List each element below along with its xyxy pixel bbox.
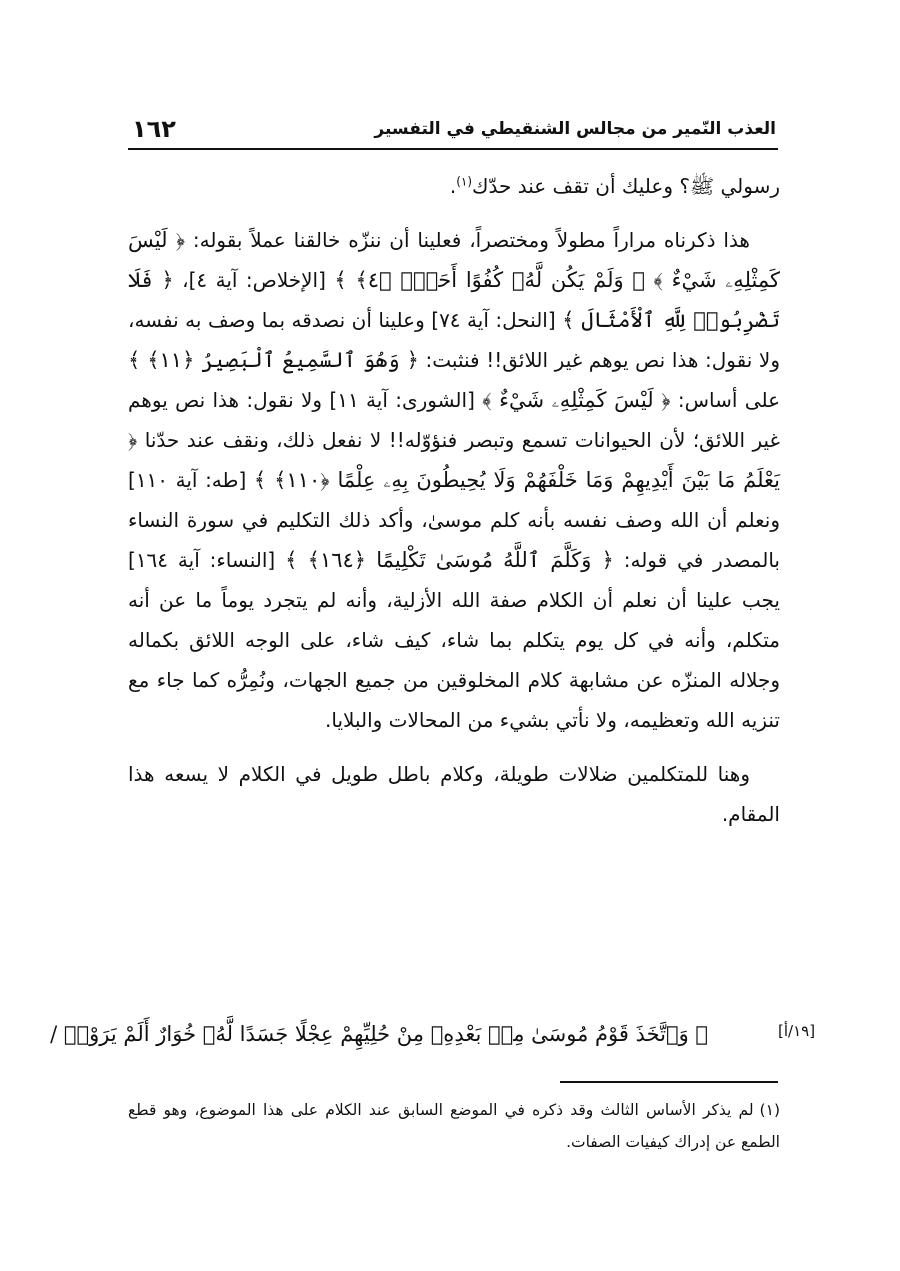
prose-segment: [النساء: آية ١٦٤] يجب علينا أن نعلم أن الكلام صفة الله الأزلية، وأنه لم يتجرد يوماً ما عن أنه متكلم، وأنه في كل يوم يتكلم بما شاء، كيف شاء، على الوجه اللائق بكماله وجلاله المنزّه عن مشابهة كلام المخلوقين من جميع الجهات، ونُمِرُّه كما جاء مع تنزيه الله وتعظيمه، ولا نأتي بشيء من المحالات والبلايا. [128,548,780,732]
paragraph-1 [128,166,780,206]
prose-segment: [طه: آية ١١٠] ونعلم أن الله وصف نفسه بأنه كلم موسىٰ، وأكد ذلك التكليم في سورة النساء بالمصدر في قوله: [128,468,781,572]
paragraph-1-end: . [449,174,457,198]
page-header [132,112,776,146]
quran-quote: ﴿ لَيْسَ كَمِثْلِهِۦ شَيْءٌ ﴾ [482,388,671,412]
prose-segment [645,268,653,292]
footnote [128,1094,780,1158]
quran-quote: ﴿ فَلَا تَضْرِبُوا۟ لِلَّهِ ٱلْأَمْثَالَ ﴾ [128,268,780,332]
prose-segment: هذا ذكرناه مراراً مطولاً ومختصراً، فعلينا أن ننزّه خالقنا عملاً بقوله: [185,228,750,252]
quran-quote: ﴿ يَعْلَمُ مَا بَيْنَ أَيْدِيهِمْ وَمَا خَلْفَهُمْ وَلَا يُحِيطُونَ بِهِۦ عِلْمًا ﴿١١٠﴾ ﴾ [128,428,781,492]
footnote-rule [560,1081,778,1083]
paragraph-2 [128,220,780,740]
manuscript-margin-reference: [١٩/أ] [778,1022,816,1040]
quran-continuation-line: ﴿ وَٱتَّخَذَ قَوْمُ مُوسَىٰ مِنۢ بَعْدِهِۦ مِنْ حُلِيِّهِمْ عِجْلًا جَسَدًا لَّهُۥ خُوَارٌ أَلَمْ يَرَوْا۟ / [50,1022,708,1046]
prose-segment: [الشورى: آية ١١] ولا نقول: هذا نص يوهم غير اللائق؛ لأن الحيوانات تسمع وتبصر فنؤوّله!! لا نفعل ذلك، ونقف عند حدّنا [128,388,780,452]
prose-segment: [النحل: آية ٧٤] وعلينا أن نصدقه بما وصف به نفسه، ولا نقول: هذا نص يوهم غير اللائق!! فنثبت: [128,308,780,372]
quran-quote: ﴿ لَيْسَ كَمِثْلِهِۦ شَيْءٌ ﴾ [128,228,780,292]
prose-segment: على أساس: [670,388,780,412]
footnote-marker: (١) [759,1101,780,1119]
header-rule [128,148,778,150]
prose-segment: [الإخلاص: آية ٤]، [173,268,335,292]
quran-quote: ﴿ وَكَلَّمَ ٱللَّهُ مُوسَىٰ تَكْلِيمًا ﴿١٦٤﴾ ﴾ [285,548,614,572]
footnote-reference: (١) [456,174,473,189]
footnote-text: لم يذكر الأساس الثالث وقد ذكره في الموضع السابق عند الكلام على هذا الموضوع، وهو قطع الطمع عن إدراك كيفيات الصفات. [128,1101,780,1151]
quran-quote: ﴿ وَلَمْ يَكُن لَّهُۥ كُفُوًا أَحَدٌۢ ﴿٤﴾ ﴾ [334,268,646,292]
running-title: العذب النّمير من مجالس الشنقيطي في التفسير [374,119,776,139]
quran-quote: ﴿ وَهُوَ ٱلسَّمِيعُ ٱلْبَصِيرُ ﴿١١﴾ ﴾ [128,348,419,372]
main-text [128,166,780,834]
paragraph-1-text: رسولي ﷺ؟ وعليك أن تقف عند حدّك [472,174,780,198]
page-number: ١٦٢ [132,115,176,143]
paragraph-3: وهنا للمتكلمين ضلالات طويلة، وكلام باطل طويل في الكلام لا يسعه هذا المقام. [128,762,780,826]
